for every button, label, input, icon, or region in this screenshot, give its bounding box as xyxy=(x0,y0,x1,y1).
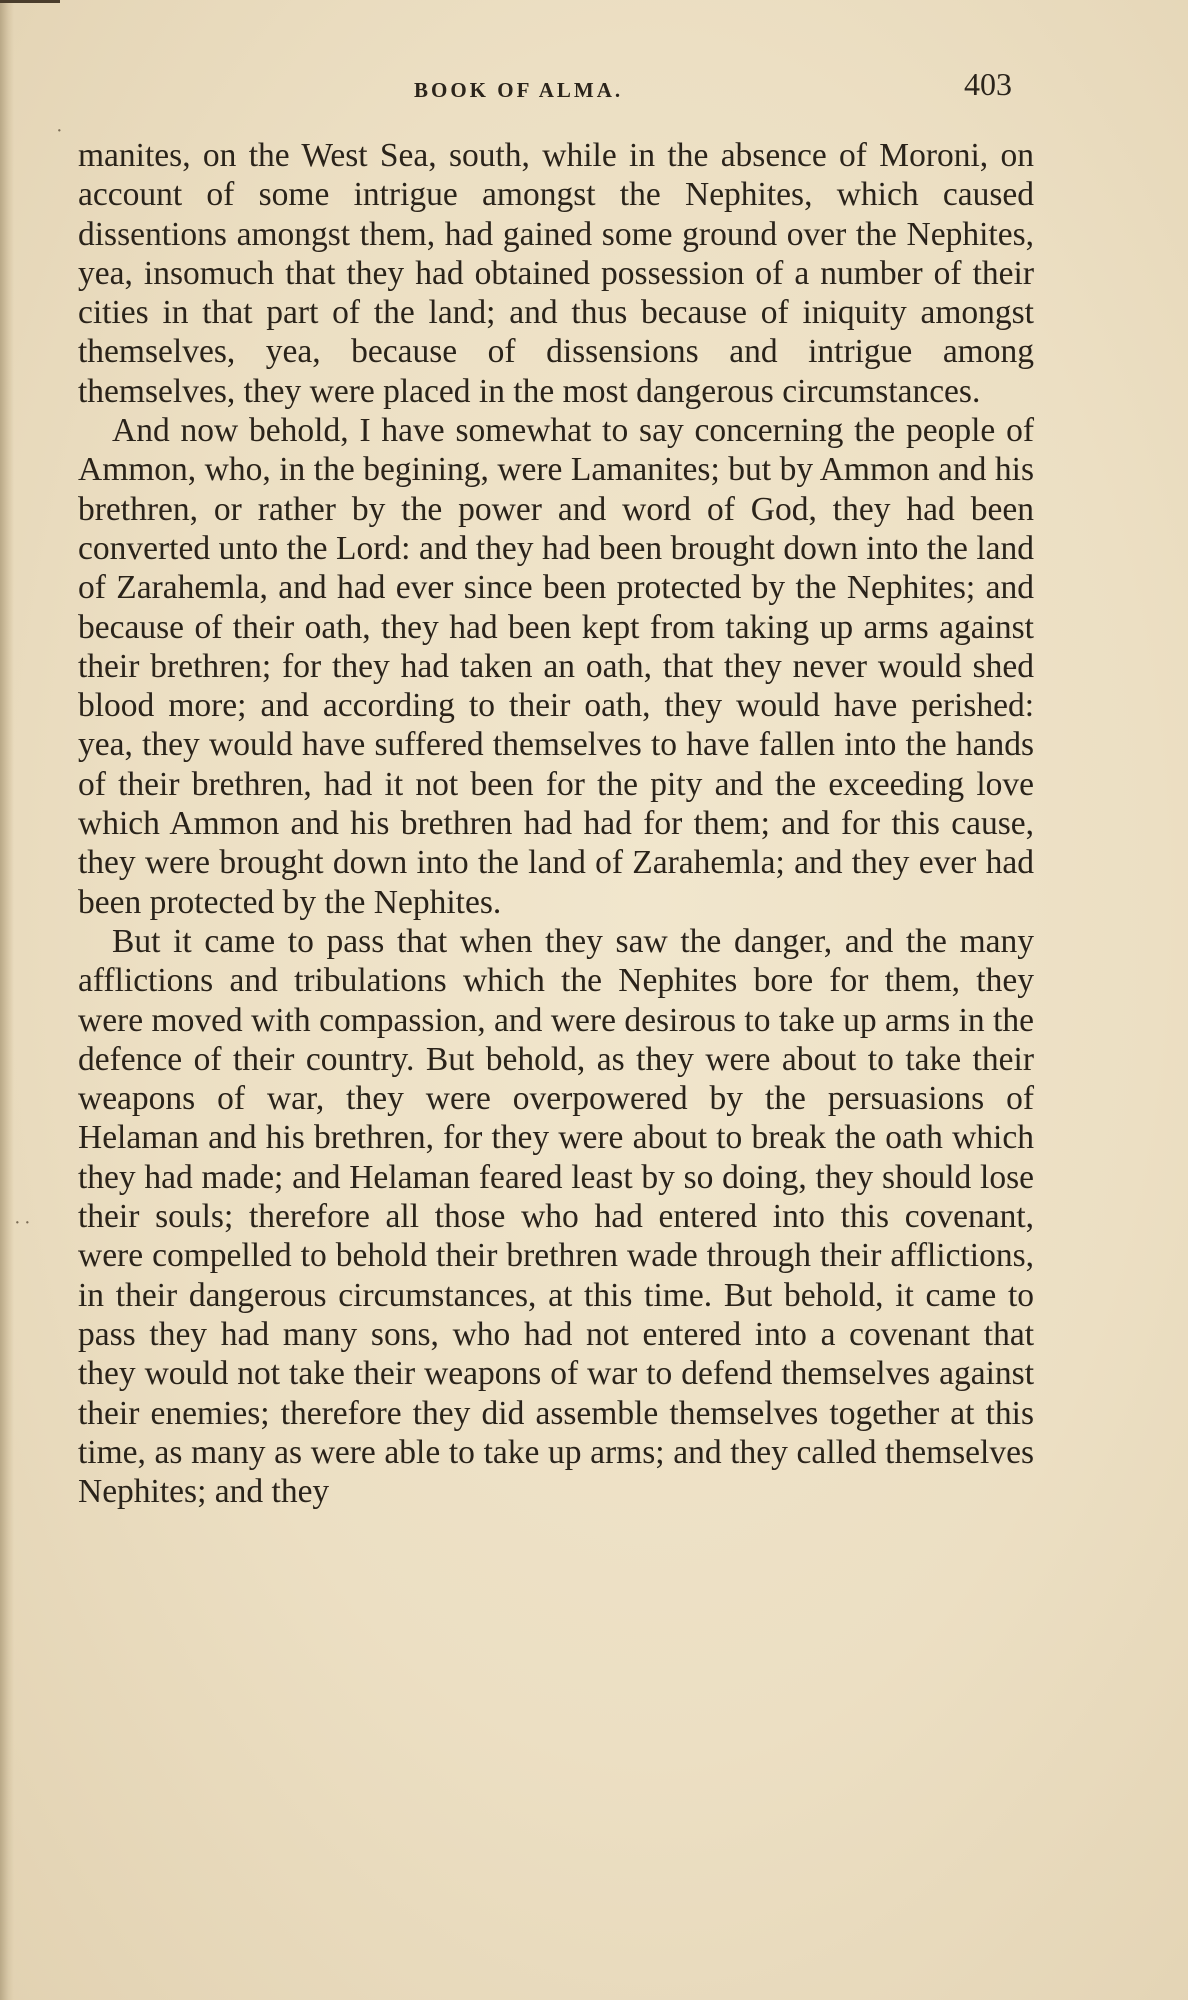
top-edge-rule xyxy=(0,0,60,3)
body-text xyxy=(78,136,1034,1511)
running-title: BOOK OF ALMA. xyxy=(414,78,624,102)
running-head xyxy=(0,66,1188,112)
paragraph-continued: manites, on the West Sea, south, while in the absence of Moroni, on account of some intrigue amongst the Nephites, which caused dissentions amongst them, had gained some ground over the Nephites, yea, insomuch that they had obtained possession of a number of their cities in that part of the land; and thus because of iniquity amongst themselves, yea, because of dissensions and intrigue among themselves, they were placed in the most dangerous circumstances. xyxy=(78,137,1034,410)
gutter-shadow xyxy=(0,0,14,2000)
paragraph-sons-of-ammon: But it came to pass that when they saw the danger, and the many afflictions and tribulations which the Nephites bore for them, they were moved with compassion, and were desirous to take up arms in the defence of their country. But behold, as they were about to take their weapons of war, they were overpowered by the persuasions of Helaman and his brethren, for they were about to break the oath which they had made; and Helaman feared least by so doing, they should lose their souls; therefore all those who had entered into this covenant, were compelled to behold their brethren wade through their afflictions, in their dangerous circumstances, at this time. But behold, it came to pass they had many sons, who had not entered into a covenant that they would not take their weapons of war to defend themselves against their enemies; therefore they did assemble themselves together at this time, as many as were able to take up arms; and they called themselves Nephites; and they xyxy=(78,922,1034,1511)
ink-speck: · xyxy=(24,1212,31,1234)
page-number: 403 xyxy=(964,66,1012,102)
ink-speck: · xyxy=(14,1212,21,1234)
paragraph-people-of-ammon: And now behold, I have somewhat to say concerning the people of Ammon, who, in the begining, were Lamanites; but by Ammon and his brethren, or rather by the power and word of God, they had been converted unto the Lord: and they had been brought down into the land of Zarahemla, and had ever since been protected by the Nephites; and because of their oath, they had been kept from taking up arms against their brethren; for they had taken an oath, that they never would shed blood more; and according to their oath, they would have perished: yea, they would have suffered themselves to have fallen into the hands of their brethren, had it not been for the pity and the exceeding love which Ammon and his brethren had had for them; and for this cause, they were brought down into the land of Zarahemla; and they ever had been protected by the Nephites. xyxy=(78,412,1034,921)
ink-speck: · xyxy=(56,120,63,142)
